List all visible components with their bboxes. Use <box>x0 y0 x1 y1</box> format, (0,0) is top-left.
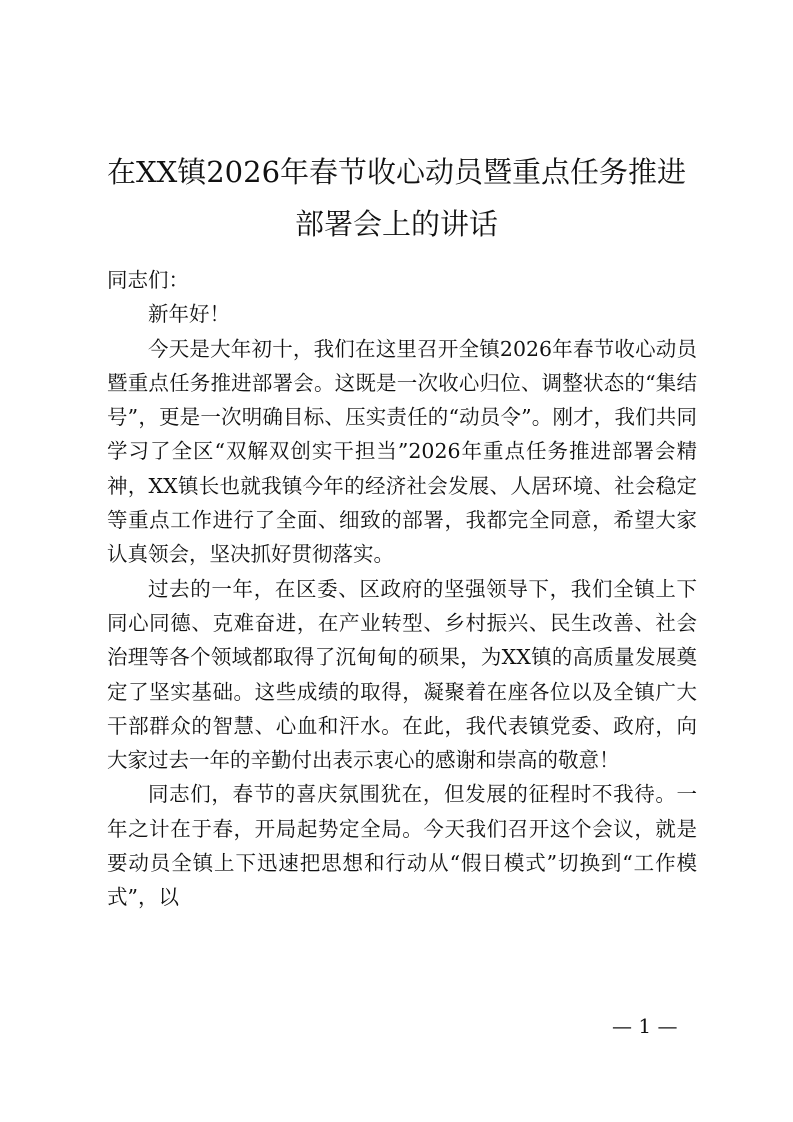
document-title <box>90 146 703 250</box>
paragraph-greeting: 新年好！ <box>148 302 230 327</box>
salutation: 同志们： <box>107 268 189 292</box>
page-number: — 1 — <box>612 1014 678 1038</box>
paragraph-mobilization: 同志们，春节的喜庆氛围犹在，但发展的征程时不我待。一年之计在于春，开局起势定全局。今天我们召开这个会议，就是要动员全镇上下迅速把思想和行动从“假日模式”切换到“工作模式”，以 <box>107 782 697 910</box>
title-line-1: 在XX镇2026年春节收心动员暨重点任务推进 <box>106 155 687 189</box>
title-line-2: 部署会上的讲话 <box>294 207 498 241</box>
paragraph-meeting-intro: 今天是大年初十，我们在这里召开全镇2026年春节收心动员暨重点任务推进部署会。这既是一次收心归位、调整状态的“集结号”，更是一次明确目标、压实责任的“动员令”。刚才，我们共同学习了全区“双解双创实干担当”2026年重点任务推进部署会精神，XX镇长也就我镇今年的经济社会发展、人居环境、社会稳定等重点工作进行了全面、细致的部署，我都完全同意，希望大家认真领会，坚决抓好贯彻落实。 <box>107 336 697 567</box>
paragraph-past-year: 过去的一年，在区委、区政府的坚强领导下，我们全镇上下同心同德、克难奋进，在产业转型、乡村振兴、民生改善、社会治理等各个领域都取得了沉甸甸的硕果，为XX镇的高质量发展奠定了坚实基础。这些成绩的取得，凝聚着在座各位以及全镇广大干部群众的智慧、心血和汗水。在此，我代表镇党委、政府，向大家过去一年的辛勤付出表示衷心的感谢和崇高的敬意！ <box>107 576 697 773</box>
document-body <box>107 263 697 915</box>
